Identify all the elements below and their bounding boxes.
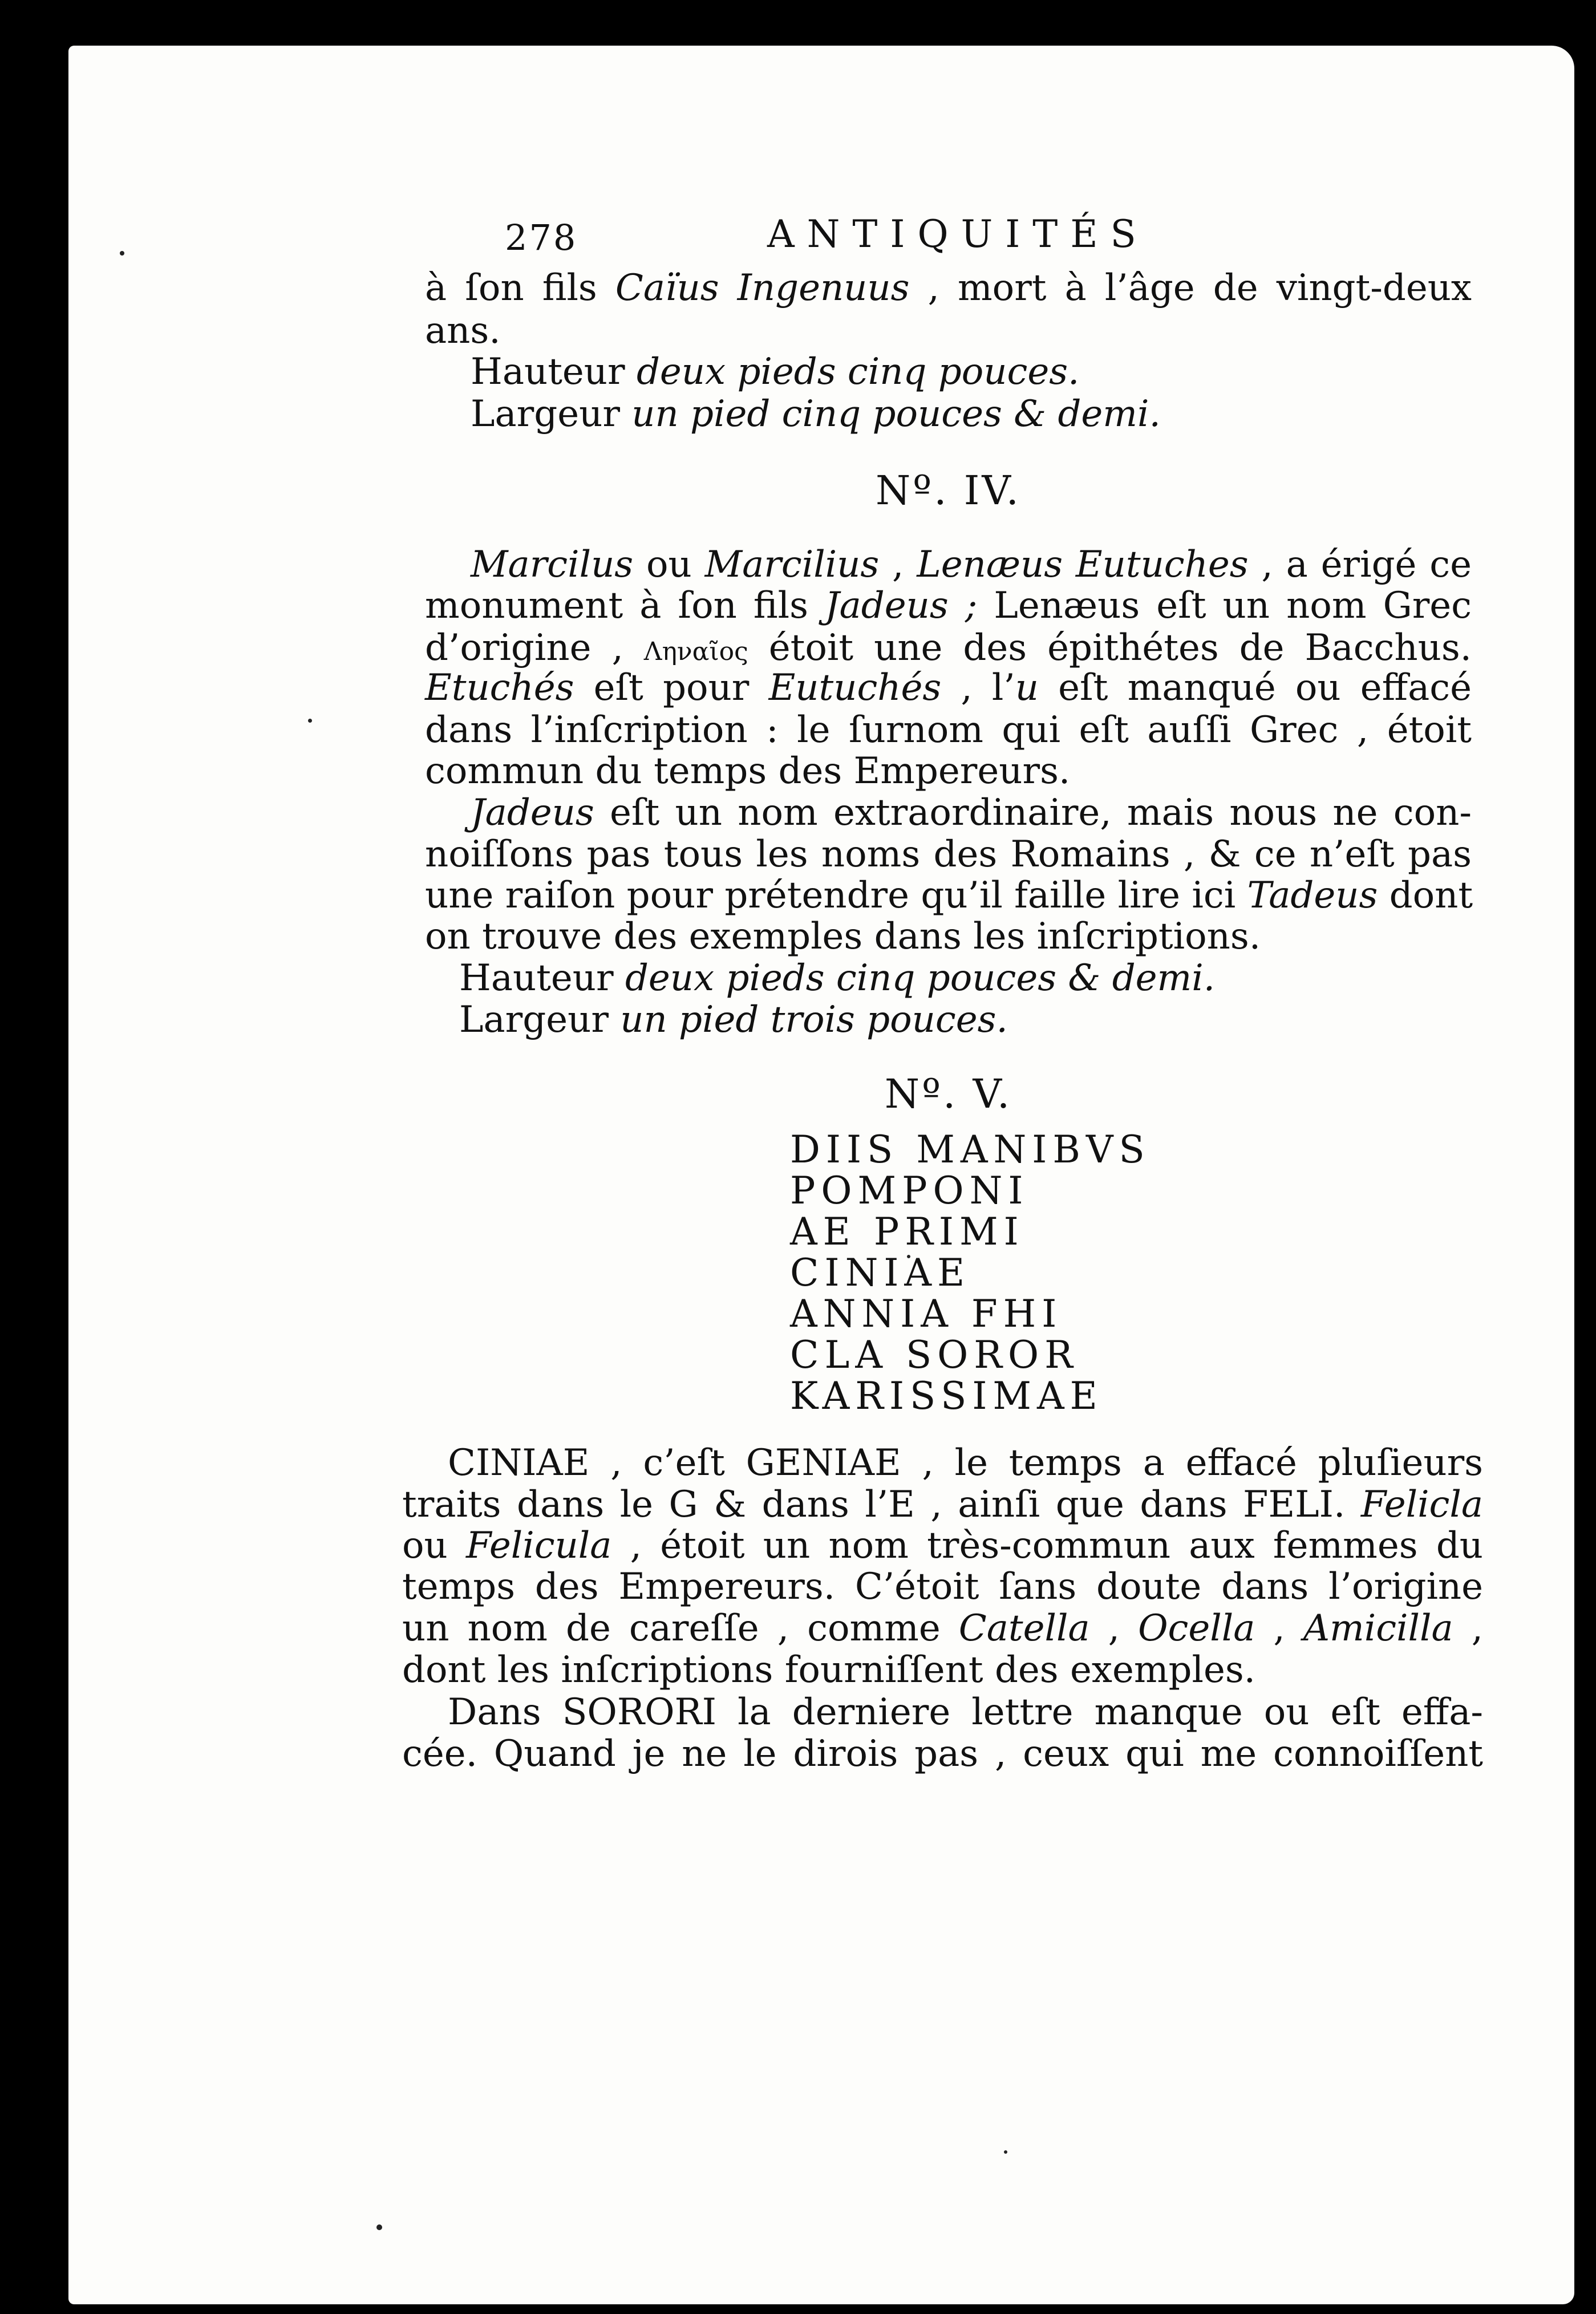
italic-text: Catella <box>958 1607 1090 1650</box>
italic-text: Felicula <box>466 1525 612 1567</box>
text-line <box>425 583 1472 629</box>
text-run: , <box>1255 1607 1303 1650</box>
text-run: une raiſon pour prétendre qu’il faille lire ici <box>425 874 1247 917</box>
text-line <box>425 391 1472 437</box>
text-line <box>425 832 1472 877</box>
italic-text: un pied cinq pouces & demi. <box>631 393 1161 435</box>
text-line <box>425 349 1472 395</box>
text-line <box>402 1606 1483 1651</box>
text-line <box>425 790 1472 836</box>
text-run: CINIAE , c’eſt GENIAE , le temps a effacé pluſieurs <box>448 1442 1483 1484</box>
text-run: Hauteur <box>471 351 637 393</box>
text-line <box>425 542 1472 587</box>
text-line <box>459 955 1472 1001</box>
inscription-line: ANNIA FHI <box>790 1292 1063 1336</box>
text-run: , a érigé ce <box>1248 544 1472 586</box>
text-run: un nom de careſſe , comme <box>402 1607 959 1650</box>
text-line <box>425 308 1472 354</box>
inscription-line: CINIAE <box>790 1251 971 1295</box>
italic-text: Etuchés <box>425 667 574 709</box>
text-run: , <box>879 544 917 586</box>
italic-text: un pied trois pouces. <box>620 999 1008 1041</box>
text-line <box>425 265 1472 311</box>
text-run: noiſſons pas tous les noms des Romains , & ce n’eſt pas <box>425 833 1472 876</box>
italic-text: deux pieds cinq pouces. <box>636 351 1080 393</box>
running-head <box>425 171 1472 258</box>
italic-text: Ocella <box>1138 1607 1255 1650</box>
inscription-line: DIIS MANIBVS <box>790 1128 1151 1172</box>
section-heading-v: Nº. V. <box>884 1071 1012 1117</box>
text-run: Largeur <box>471 393 632 435</box>
italic-text: Felicla <box>1360 1484 1483 1526</box>
ink-speck <box>308 719 312 723</box>
section-heading-iv: Nº. IV. <box>876 467 1021 514</box>
text-line <box>425 873 1472 918</box>
text-line <box>402 1523 1483 1569</box>
ink-speck <box>1004 2150 1007 2154</box>
text-line <box>402 1689 1483 1735</box>
text-run: on trouve des exemples dans les inſcriptions. <box>425 915 1261 958</box>
italic-text: deux pieds cinq pouces & demi. <box>625 957 1216 999</box>
ink-speck <box>376 2224 382 2230</box>
text-run: dont <box>1378 874 1473 917</box>
text-run: , <box>1453 1607 1483 1650</box>
text-run: dont les inſcriptions fourniſſent des exemples. <box>402 1649 1255 1691</box>
italic-text: Lenæus Eutuches <box>917 544 1249 586</box>
italic-text: Eutuchés <box>768 667 942 709</box>
italic-text: Marcilius <box>704 544 880 586</box>
text-run: ou <box>402 1525 466 1567</box>
italic-text: u <box>1015 667 1039 709</box>
text-line <box>402 1731 1483 1777</box>
italic-text: Amicilla <box>1303 1607 1453 1650</box>
italic-text: Tadeus <box>1247 874 1378 917</box>
text-line <box>402 1647 1483 1693</box>
text-run: ou <box>633 544 705 586</box>
text-line <box>402 1440 1483 1486</box>
text-run: traits dans le G & dans l’E , ainſi que dans FELI. <box>402 1484 1361 1526</box>
inscription-line: KARISSIMAE <box>790 1374 1103 1418</box>
text-run: , étoit un nom très-commun aux femmes du <box>611 1525 1484 1567</box>
text-run: Dans SORORI la derniere lettre manque ou eſt effa- <box>448 1691 1483 1733</box>
text-run: dans l’inſcription : le ſurnom qui eſt auſſi Grec , étoit <box>425 709 1472 751</box>
text-line <box>425 914 1472 959</box>
italic-text: Jadeus ; <box>824 585 978 627</box>
text-run: commun du temps des Empereurs. <box>425 750 1071 792</box>
text-run: eſt manqué ou effacé <box>1038 667 1472 709</box>
text-run: Lenæus eſt un nom Grec <box>977 585 1472 627</box>
text-run: étoit une des épithétes de Bacchus. <box>748 627 1472 669</box>
text-run: eſt un nom extraordinaire, mais nous ne con- <box>594 792 1472 834</box>
text-run: cée. Quand je ne le dirois pas , ceux qui me connoiſſent <box>402 1733 1483 1775</box>
text-run: à ſon fils <box>425 267 615 309</box>
text-line <box>425 707 1472 753</box>
italic-text: Marcilus <box>471 544 634 586</box>
text-run: ans. <box>425 310 501 352</box>
inscription-line: CLA SOROR <box>790 1333 1079 1377</box>
page-number: 278 <box>505 217 578 258</box>
text-line <box>402 1482 1483 1527</box>
italic-text: Jadeus <box>471 792 594 834</box>
text-line <box>459 997 1472 1043</box>
text-line <box>402 1564 1483 1610</box>
inscription-line: AE PRIMI <box>790 1210 1024 1254</box>
text-run: d’origine , <box>425 627 644 669</box>
text-run: eſt pour <box>574 667 769 709</box>
text-run: temps des Empereurs. C’étoit ſans doute dans l’origine <box>402 1566 1483 1608</box>
italic-text: Caïus Ingenuus <box>615 267 910 309</box>
text-run: Hauteur <box>459 957 625 999</box>
text-run: , l’ <box>941 667 1015 709</box>
ink-speck <box>120 251 124 256</box>
text-run: , <box>1089 1607 1139 1650</box>
text-run: Ληναῖος <box>643 637 748 666</box>
text-line <box>425 748 1472 794</box>
inscription-line: POMPONI <box>790 1169 1029 1213</box>
text-run: Largeur <box>459 999 621 1041</box>
text-run: monument à ſon fils <box>425 585 825 627</box>
text-run: , mort à l’âge de vingt-deux <box>909 267 1472 309</box>
text-line <box>425 665 1472 711</box>
running-title: ANTIQUITÉS <box>767 212 1149 256</box>
